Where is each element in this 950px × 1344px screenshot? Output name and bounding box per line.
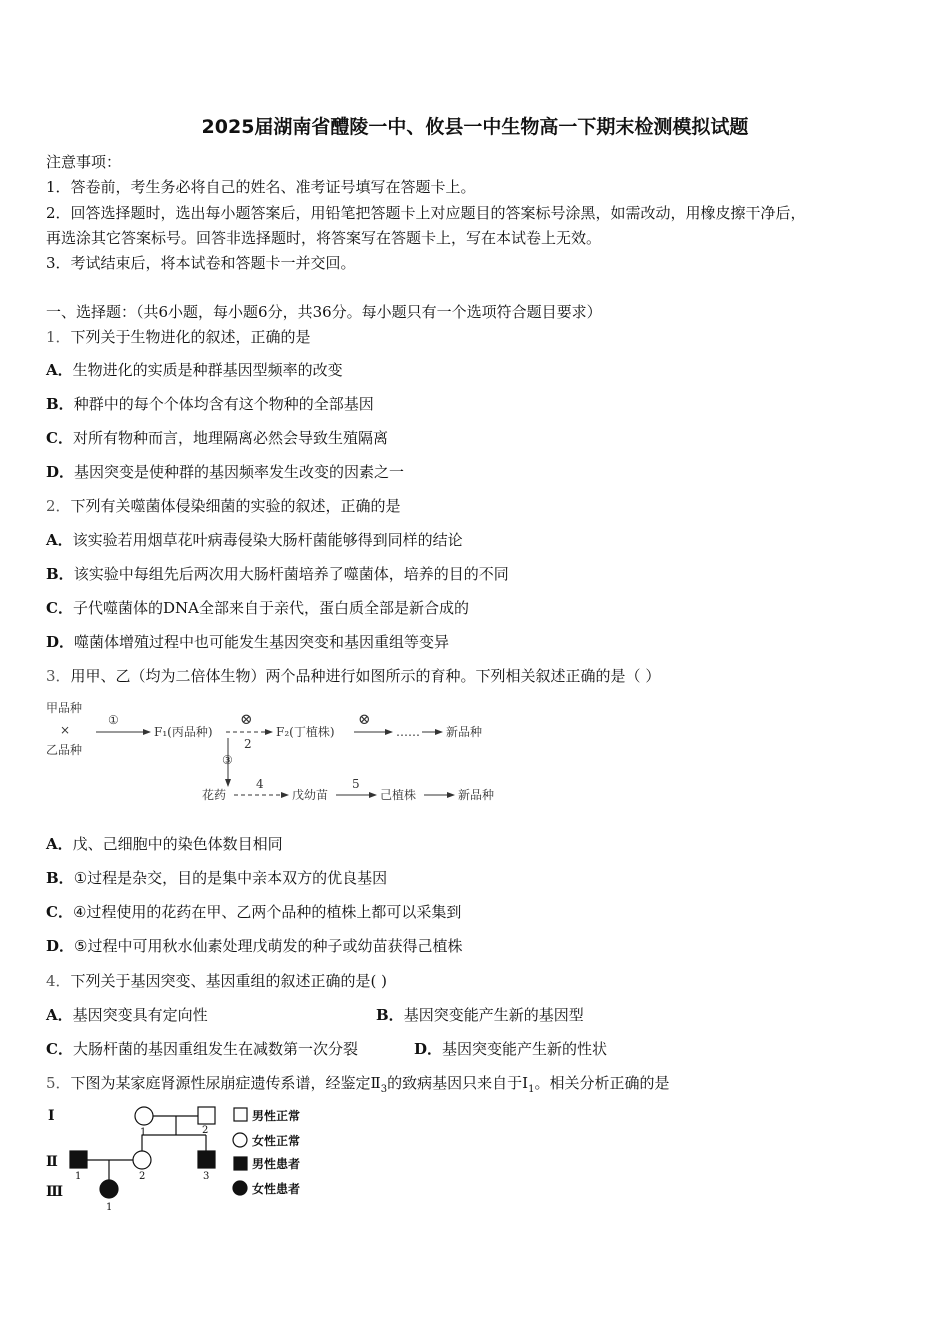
q3-option-a[interactable] — [46, 834, 283, 854]
wu-label: 戊幼苗 — [292, 788, 329, 802]
option-label: B． — [46, 395, 74, 413]
self-cross-icon: ⊗ — [240, 710, 253, 728]
q2-option-d[interactable] — [46, 632, 449, 652]
question-number: 3． — [46, 667, 71, 685]
dots: …… — [396, 725, 420, 739]
q1-option-d[interactable] — [46, 462, 404, 482]
option-text: ⑤过程中可用秋水仙素处理戊萌发的种子或幼苗获得己植株 — [74, 937, 463, 955]
option-label: D． — [46, 463, 75, 481]
option-text: ①过程是杂交，目的是集中亲本双方的优良基因 — [73, 869, 388, 887]
q4-option-b[interactable] — [376, 1005, 584, 1025]
legend-normal-male-icon — [234, 1108, 247, 1121]
notice-item: 再选涂其它答案标号。回答非选择题时，将答案写在答题卡上，写在本试卷上无效。 — [46, 229, 602, 247]
option-text: 大肠杆菌的基因重组发生在减数第一次分裂 — [72, 1040, 358, 1058]
legend-label: 女性患者 — [252, 1182, 301, 1196]
question-text: 用甲、乙（均为二倍体生物）两个品种进行如图所示的育种。下列相关叙述正确的是（ ） — [70, 667, 661, 685]
option-text: 种群中的每个个体均含有这个物种的全部基因 — [73, 395, 374, 413]
q2-option-c[interactable] — [46, 598, 469, 618]
pollen-label: 花药 — [202, 788, 227, 802]
option-text: ④过程使用的花药在甲、乙两个品种的植株上都可以采集到 — [72, 903, 462, 921]
option-text: 基因突变能产生新的性状 — [442, 1040, 608, 1058]
q3-option-b[interactable] — [46, 868, 387, 888]
legend-label: 男性患者 — [252, 1157, 301, 1171]
option-text: 基因突变能产生新的基因型 — [403, 1006, 584, 1024]
question-1-stem — [46, 327, 311, 347]
section-heading: 一、选择题：（共6小题，每小题6分，共36分。每小题只有一个选项符合题目要求） — [46, 303, 602, 321]
legend-normal-female-icon — [233, 1133, 247, 1147]
option-label: B． — [46, 869, 74, 887]
q1-option-b[interactable] — [46, 394, 374, 414]
option-label: C． — [46, 903, 73, 921]
question-text: 的致病基因只来自于Ⅰ — [387, 1074, 529, 1092]
step-1: ① — [108, 713, 119, 727]
option-label: D． — [414, 1040, 443, 1058]
q1-option-c[interactable] — [46, 428, 388, 448]
option-label: C． — [46, 599, 73, 617]
cross-symbol: × — [60, 723, 71, 737]
q4-option-c[interactable] — [46, 1039, 358, 1059]
option-label: B． — [376, 1006, 404, 1024]
self-cross-icon: ⊗ — [358, 710, 371, 728]
individual-number: 1 — [140, 1127, 147, 1138]
option-label: A． — [46, 531, 73, 549]
q1-option-a[interactable] — [46, 360, 343, 380]
subscript: 1 — [528, 1084, 535, 1095]
notice-item: 3．考试结束后，将本试卷和答题卡一并交回。 — [46, 254, 356, 272]
f2-label: F₂(丁植株) — [276, 725, 335, 739]
question-3-stem — [46, 666, 660, 686]
option-text: 生物进化的实质是种群基因型频率的改变 — [72, 361, 343, 379]
generation-3-label: Ⅲ — [46, 1184, 64, 1200]
q3-option-d[interactable] — [46, 936, 462, 956]
option-label: A． — [46, 835, 73, 853]
option-label: A． — [46, 1006, 73, 1024]
individual-number: 1 — [106, 1202, 113, 1213]
subscript: 3 — [380, 1084, 388, 1095]
option-text: 子代噬菌体的DNA全部来自于亲代，蛋白质全部是新合成的 — [72, 599, 469, 617]
question-number: 5． — [46, 1074, 71, 1092]
question-text: 下图为某家庭肾源性尿崩症遗传系谱，经鉴定Ⅱ — [70, 1074, 381, 1092]
page-title: 2025届湖南省醴陵一中、攸县一中生物高一下期末检测模拟试题 — [201, 116, 749, 138]
question-5-stem — [46, 1073, 669, 1100]
q4-option-a[interactable] — [46, 1005, 208, 1025]
individual-number: 2 — [139, 1171, 146, 1182]
step-5: 5 — [352, 777, 360, 791]
legend-label: 男性正常 — [252, 1109, 301, 1123]
option-label: A． — [46, 361, 73, 379]
ii1-affected-male — [70, 1151, 87, 1168]
notice-heading: 注意事项： — [46, 153, 122, 171]
i1-normal-female — [135, 1107, 153, 1125]
option-text: 该实验中每组先后两次用大肠杆菌培养了噬菌体，培养的目的不同 — [73, 565, 509, 583]
breeding-diagram — [44, 696, 524, 812]
q2-option-a[interactable] — [46, 530, 463, 550]
legend-label: 女性正常 — [252, 1134, 301, 1148]
legend-affected-female-icon — [233, 1181, 247, 1195]
option-text: 基因突变是使种群的基因频率发生改变的因素之一 — [74, 463, 405, 481]
option-label: C． — [46, 429, 73, 447]
individual-number: 3 — [203, 1171, 210, 1182]
question-text: 下列关于生物进化的叙述，正确的是 — [70, 328, 311, 346]
option-label: C． — [46, 1040, 73, 1058]
q2-option-b[interactable] — [46, 564, 509, 584]
option-text: 基因突变具有定向性 — [72, 1006, 208, 1024]
question-text: 下列有关噬菌体侵染细菌的实验的叙述，正确的是 — [70, 497, 401, 515]
jia-label: 甲品种 — [46, 701, 83, 715]
option-text: 戊、己细胞中的染色体数目相同 — [72, 835, 283, 853]
individual-number: 2 — [202, 1125, 209, 1136]
question-number: 1． — [46, 328, 71, 346]
option-label: D． — [46, 937, 75, 955]
q3-option-c[interactable] — [46, 902, 461, 922]
generation-2-label: Ⅱ — [46, 1154, 58, 1170]
iii1-affected-female — [100, 1180, 118, 1198]
yi-label: 乙品种 — [46, 743, 83, 757]
i2-normal-male — [198, 1107, 215, 1124]
step-4: 4 — [256, 777, 264, 791]
pedigree-chart — [40, 1100, 340, 1218]
new-variety-2: 新品种 — [458, 788, 495, 802]
option-label: B． — [46, 565, 74, 583]
question-4-stem — [46, 971, 387, 991]
step-3: ③ — [222, 753, 233, 767]
q4-option-d[interactable] — [414, 1039, 607, 1059]
step-2: 2 — [244, 737, 252, 751]
f1-label: F₁(丙品种) — [154, 725, 213, 739]
question-number: 2． — [46, 497, 71, 515]
ji-label: 己植株 — [380, 788, 417, 802]
generation-1-label: Ⅰ — [48, 1108, 55, 1124]
option-label: D． — [46, 633, 75, 651]
question-text: 下列关于基因突变、基因重组的叙述正确的是( ) — [70, 972, 388, 990]
question-number: 4． — [46, 972, 71, 990]
option-text: 对所有物种而言，地理隔离必然会导致生殖隔离 — [72, 429, 388, 447]
notice-item: 2．回答选择题时，选出每小题答案后，用铅笔把答题卡上对应题目的答案标号涂黑，如需改动，用橡皮擦干净后， — [46, 204, 806, 222]
ii3-affected-male — [198, 1151, 215, 1168]
option-text: 噬菌体增殖过程中也可能发生基因突变和基因重组等变异 — [74, 633, 450, 651]
notice-item: 1．答卷前，考生务必将自己的姓名、准考证号填写在答题卡上。 — [46, 178, 476, 196]
question-2-stem — [46, 496, 401, 516]
ii2-normal-female — [133, 1151, 151, 1169]
legend-affected-male-icon — [234, 1157, 247, 1170]
question-text: 。相关分析正确的是 — [534, 1074, 670, 1092]
individual-number: 1 — [75, 1171, 82, 1182]
new-variety-1: 新品种 — [446, 725, 483, 739]
option-text: 该实验若用烟草花叶病毒侵染大肠杆菌能够得到同样的结论 — [72, 531, 463, 549]
